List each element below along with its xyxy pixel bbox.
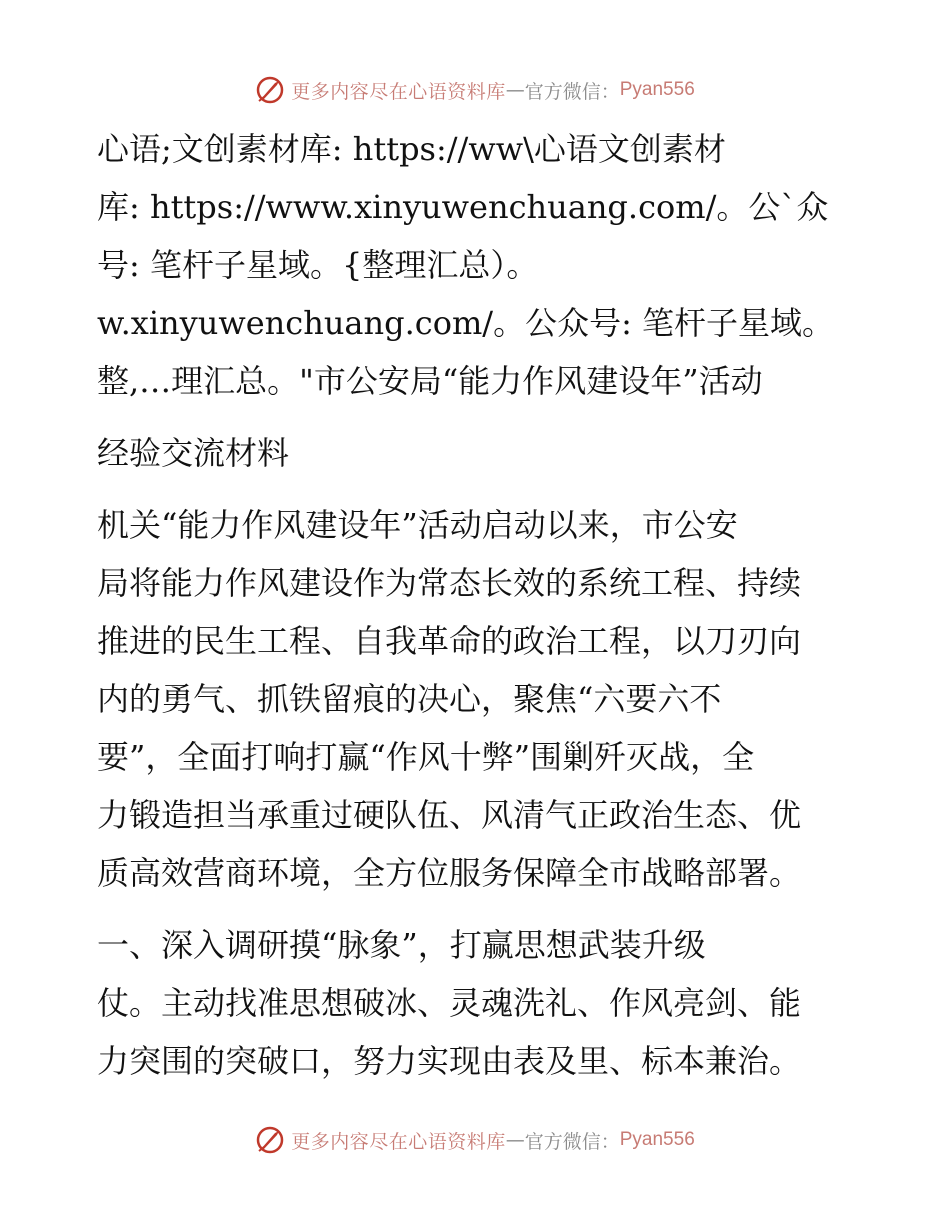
banner-slogan: 更多内容尽在心语资料库: [291, 1130, 506, 1153]
text-line: 整,…理汇总。"市公安局“能力作风建设年”活动: [97, 362, 763, 400]
header-watermark-banner: [0, 70, 950, 110]
banner-wechat-id: Pyan556: [619, 79, 695, 100]
text-line: 一、深入调研摸“脉象”，打赢思想武装升级: [97, 926, 706, 964]
text-line: 内的勇气、抓铁留痕的决心，聚焦“六要六不: [97, 680, 722, 718]
text-line: 库: https://www.xinyuwenchuang.com/。公`众: [97, 188, 829, 226]
text-line: 力突围的突破口，努力实现由表及里、标本兼治。: [97, 1042, 802, 1080]
text-line: 力锻造担当承重过硬队伍、风清气正政治生态、优: [97, 796, 802, 834]
paragraph-gap: [97, 902, 857, 916]
text-line: 局将能力作风建设作为常态长效的系统工程、持续: [97, 564, 802, 602]
text-line: w.xinyuwenchuang.com/。公众号: 笔杆子星域。: [97, 304, 835, 342]
text-line: 机关“能力作风建设年”活动启动以来，市公安: [97, 506, 738, 544]
footer-watermark-banner: [0, 1120, 950, 1160]
text-line: 号: 笔杆子星域。{整理汇总）。: [97, 246, 539, 284]
banner-slogan: 更多内容尽在心语资料库: [291, 80, 506, 103]
document-body: [97, 120, 857, 1090]
text-line: 心语;文创素材库: https://ww\心语文创素材: [97, 130, 726, 168]
feather-pen-logo-icon: [255, 1125, 285, 1155]
section-title: 经验交流材料: [97, 434, 290, 472]
banner-dash: —: [505, 1129, 525, 1151]
paragraph-gap: [97, 482, 857, 496]
banner-wechat-label: 官方微信：: [524, 80, 620, 103]
feather-pen-logo-icon: [255, 75, 285, 105]
banner-wechat-id: Pyan556: [619, 1129, 695, 1150]
banner-dash: —: [505, 79, 525, 101]
banner-wechat-label: 官方微信：: [524, 1130, 620, 1153]
text-line: 质高效营商环境，全方位服务保障全市战略部署。: [97, 854, 802, 892]
text-line: 仗。主动找准思想破冰、灵魂洗礼、作风亮剑、能: [97, 984, 802, 1022]
paragraph-gap: [97, 410, 857, 424]
text-line: 推进的民生工程、自我革命的政治工程，以刀刃向: [97, 622, 802, 660]
text-line: 要”，全面打响打赢“作风十弊”围剿歼灭战，全: [97, 738, 755, 776]
